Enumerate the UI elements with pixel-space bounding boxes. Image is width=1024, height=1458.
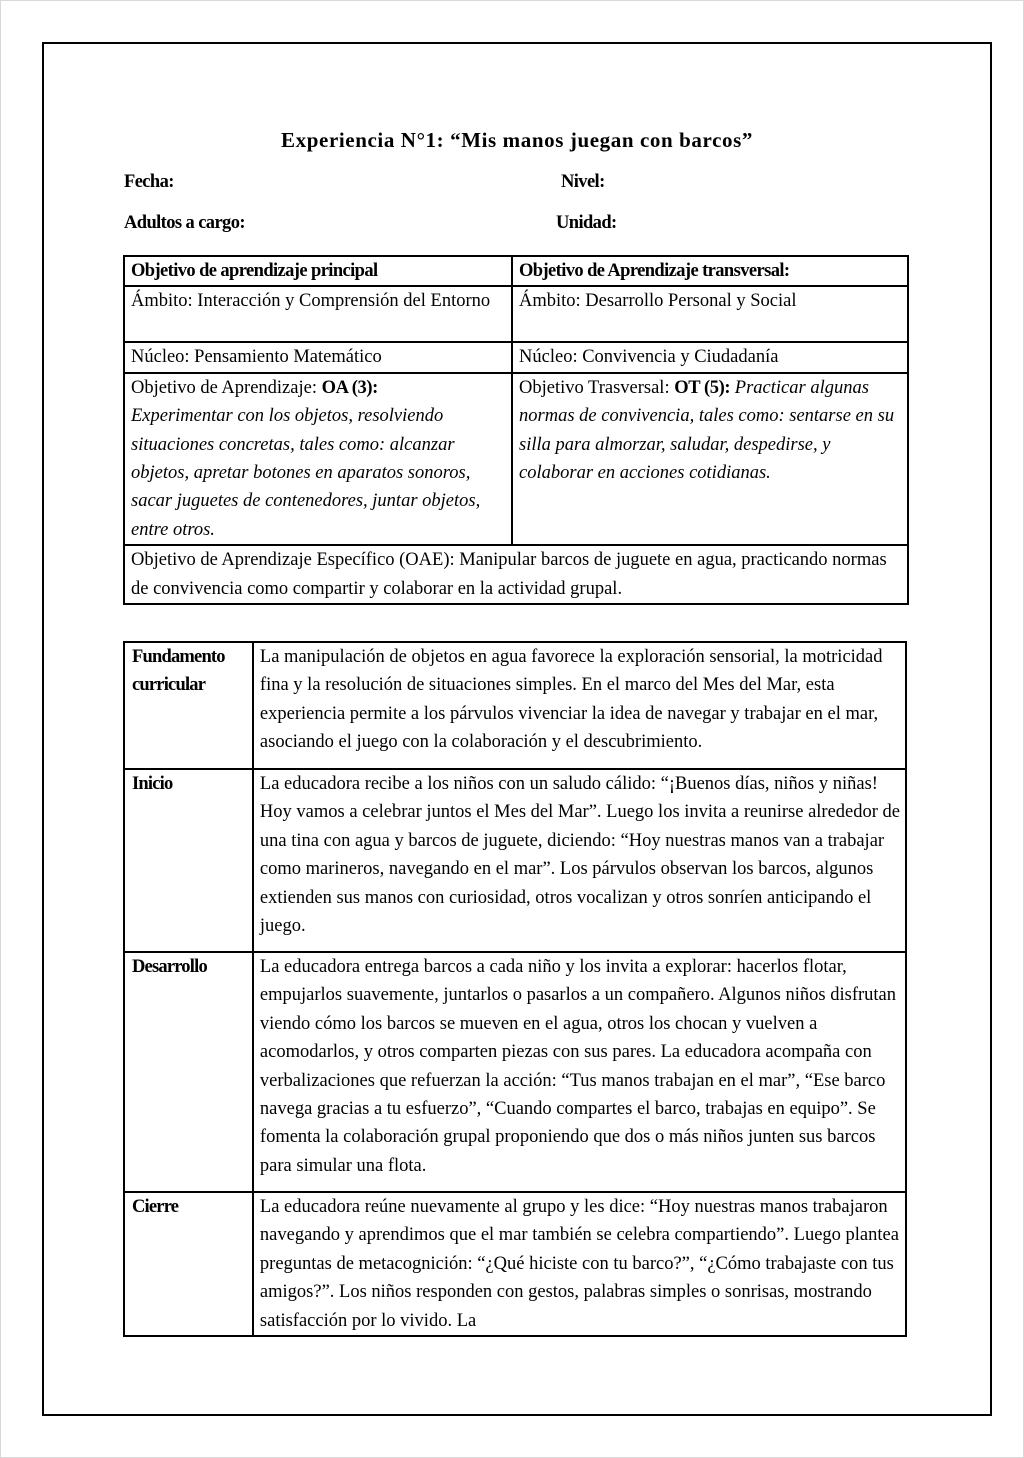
section-text: La educadora reúne nuevamente al grupo y les dice: “Hoy nuestras manos trabajaron navegando y aprendimos que el mar también se celebra compartiendo”. Luego plantea preguntas de metacognición: “¿Qué hiciste con tu barco?”, “¿Cómo trabajaste con tus amigos?”. Los niños responden con gestos, palabras simples o sonrisas, mostrando satisfacción por lo vivido. La (253, 1192, 906, 1336)
oae-cell: Objetivo de Aprendizaje Específico (OAE): Manipular barcos de juguete en agua, practicando normas de convivencia como compartir y colaborar en la actividad grupal. (124, 545, 908, 604)
learning-objective-cell (124, 373, 512, 545)
section-label: Fundamento curricular (124, 642, 253, 769)
transversal-objective-cell (512, 373, 908, 545)
left-nucleo: Núcleo: Pensamiento Matemático (124, 342, 512, 372)
unidad-label: Unidad: (556, 213, 617, 233)
adultos-label: Adultos a cargo: (124, 213, 245, 233)
section-row (124, 1192, 906, 1336)
section-text: La manipulación de objetos en agua favorece la exploración sensorial, la motricidad fina y la resolución de situaciones simples. En el marco del Mes del Mar, esta experiencia permite a los párvulos vivenciar la idea de navegar y trabajar en el mar, asociando el juego con la colaboración y el descubrimiento. (253, 642, 906, 769)
section-text: La educadora entrega barcos a cada niño y los invita a explorar: hacerlos flotar, empujarlos suavemente, juntarlos o pasarlos a un compañero. Algunos niños disfrutan viendo cómo los barcos se mueven en el agua, otros los chocan y vuelven a acomodarlos, y otros comparten piezas con sus pares. La educadora acompaña con verbalizaciones que refuerzan la acción: “Tus manos trabajan en el mar”, “Ese barco navega gracias a tu esfuerzo”, “Cuando compartes el barco, trabajas en equipo”. Se fomenta la colaboración grupal proponiendo que dos o más niños junten sus barcos para simular una flota. (253, 952, 906, 1192)
experience-sections-table (123, 641, 907, 1337)
oa-code: OA (3): (321, 377, 378, 398)
oa-text: Experimentar con los objetos, resolviendo situaciones concretas, tales como: alcanzar objetos, apretar botones en aparatos sonoros, sacar juguetes de contenedores, juntar objetos, entre otros. (131, 406, 481, 540)
ot-text: Practicar algunas normas de convivencia, tales como: sentarse en su silla para almorzar, saludar, despedirse, y colaborar en acciones cotidianas. (519, 377, 895, 484)
section-text: La educadora recibe a los niños con un saludo cálido: “¡Buenos días, niños y niñas! Hoy vamos a celebrar juntos el Mes del Mar”. Luego los invita a reunirse alrededor de una tina con agua y barcos de juguete, diciendo: “Hoy nuestras manos van a trabajar como marineros, navegando en el mar”. Los párvulos observan los barcos, algunos extienden sus manos con curiosidad, otros vocalizan y otros sonríen anticipando el juego. (253, 769, 906, 952)
transversal-objective-header: Objetivo de Aprendizaje transversal: (512, 256, 908, 286)
section-label: Cierre (124, 1192, 253, 1336)
objectives-table (123, 255, 909, 605)
document-title: Experiencia N°1: “Mis manos juegan con barcos” (281, 128, 753, 152)
ot-code: OT (5): (674, 377, 731, 398)
nivel-label: Nivel: (561, 172, 605, 192)
section-row (124, 952, 906, 1192)
oa-label: Objetivo de Aprendizaje: (131, 377, 322, 398)
section-label: Inicio (124, 769, 253, 952)
right-ambito: Ámbito: Desarrollo Personal y Social (512, 286, 908, 342)
section-row (124, 642, 906, 769)
left-ambito: Ámbito: Interacción y Comprensión del Entorno (124, 286, 512, 342)
principal-objective-header: Objetivo de aprendizaje principal (124, 256, 512, 286)
right-nucleo: Núcleo: Convivencia y Ciudadanía (512, 342, 908, 372)
ot-label: Objetivo Trasversal: (519, 377, 675, 398)
section-row (124, 769, 906, 952)
section-label: Desarrollo (124, 952, 253, 1192)
fecha-label: Fecha: (124, 172, 174, 192)
